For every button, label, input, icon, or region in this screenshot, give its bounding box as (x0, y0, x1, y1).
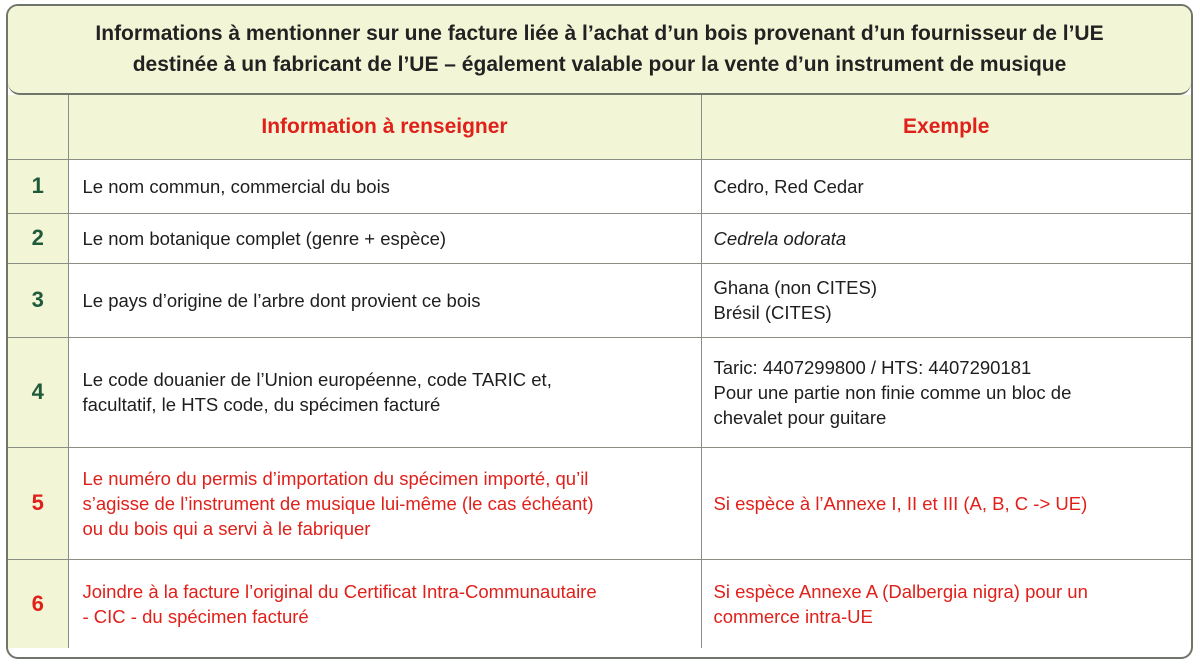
row-information (68, 213, 701, 263)
header-information: Information à renseigner (68, 95, 701, 159)
table-header-row (8, 95, 1191, 159)
row-example-line: Pour une partie non finie comme un bloc de (713, 381, 1072, 403)
row-example (701, 159, 1191, 213)
row-number: 1 (8, 159, 68, 213)
row-example-line: commerce intra-UE (713, 605, 873, 627)
row-example-line: Cedrela odorata (713, 227, 847, 249)
row-example (701, 263, 1191, 337)
row-example (701, 213, 1191, 263)
title-box (8, 6, 1191, 95)
header-number (8, 95, 68, 159)
header-example: Exemple (701, 95, 1191, 159)
row-example-line: Ghana (non CITES) (713, 277, 877, 298)
row-example-line: Brésil (CITES) (713, 302, 832, 323)
table-row (8, 337, 1191, 447)
title-line-1: Informations à mentionner sur une facture liée à l’achat d’un bois provenant d’un fournisseur de l’UE (95, 21, 1104, 45)
row-information-line: s’agisse de l’instrument de musique lui-même (le cas échéant) (82, 492, 594, 514)
row-information-line: ou du bois qui a servi à le fabriquer (82, 517, 371, 539)
row-number: 6 (8, 559, 68, 648)
row-example (701, 447, 1191, 559)
row-information-line: Joindre à la facture l’original du Certificat Intra-Communautaire (82, 580, 597, 602)
row-number: 4 (8, 337, 68, 447)
document-frame (6, 4, 1193, 659)
row-information-line: Le nom commun, commercial du bois (82, 175, 390, 197)
row-number: 5 (8, 447, 68, 559)
row-information-line: facultatif, le HTS code, du spécimen facturé (82, 394, 441, 415)
row-example-line: Si espèce à l’Annexe I, II et III (A, B, C -> UE) (713, 492, 1088, 514)
row-information-line: Le numéro du permis d’importation du spécimen importé, qu’il (82, 467, 589, 489)
row-example (701, 559, 1191, 648)
table-row (8, 447, 1191, 559)
table-row (8, 213, 1191, 263)
row-example (701, 337, 1191, 447)
title-line-2: destinée à un fabricant de l’UE – également valable pour la vente d’un instrument de musique (132, 52, 1067, 76)
table-row (8, 159, 1191, 213)
row-example-line: Si espèce Annexe A (Dalbergia nigra) pour un (713, 580, 1088, 602)
table-row (8, 263, 1191, 337)
row-example-line: chevalet pour guitare (713, 406, 887, 428)
row-example-line: Cedro, Red Cedar (713, 175, 864, 197)
row-number: 2 (8, 213, 68, 263)
row-information-line: - CIC - du spécimen facturé (82, 605, 309, 627)
row-number: 3 (8, 263, 68, 337)
row-information (68, 337, 701, 447)
row-information-line: Le pays d’origine de l’arbre dont provient ce bois (82, 289, 481, 311)
table-row (8, 559, 1191, 648)
row-information (68, 263, 701, 337)
row-example-line: Taric: 4407299800 / HTS: 4407290181 (713, 356, 1032, 378)
row-information (68, 559, 701, 648)
row-information (68, 159, 701, 213)
row-information (68, 447, 701, 559)
row-information-line: Le nom botanique complet (genre + espèce) (82, 227, 447, 249)
invoice-info-table (8, 95, 1191, 648)
row-information-line: Le code douanier de l’Union européenne, code TARIC et, (82, 369, 552, 390)
